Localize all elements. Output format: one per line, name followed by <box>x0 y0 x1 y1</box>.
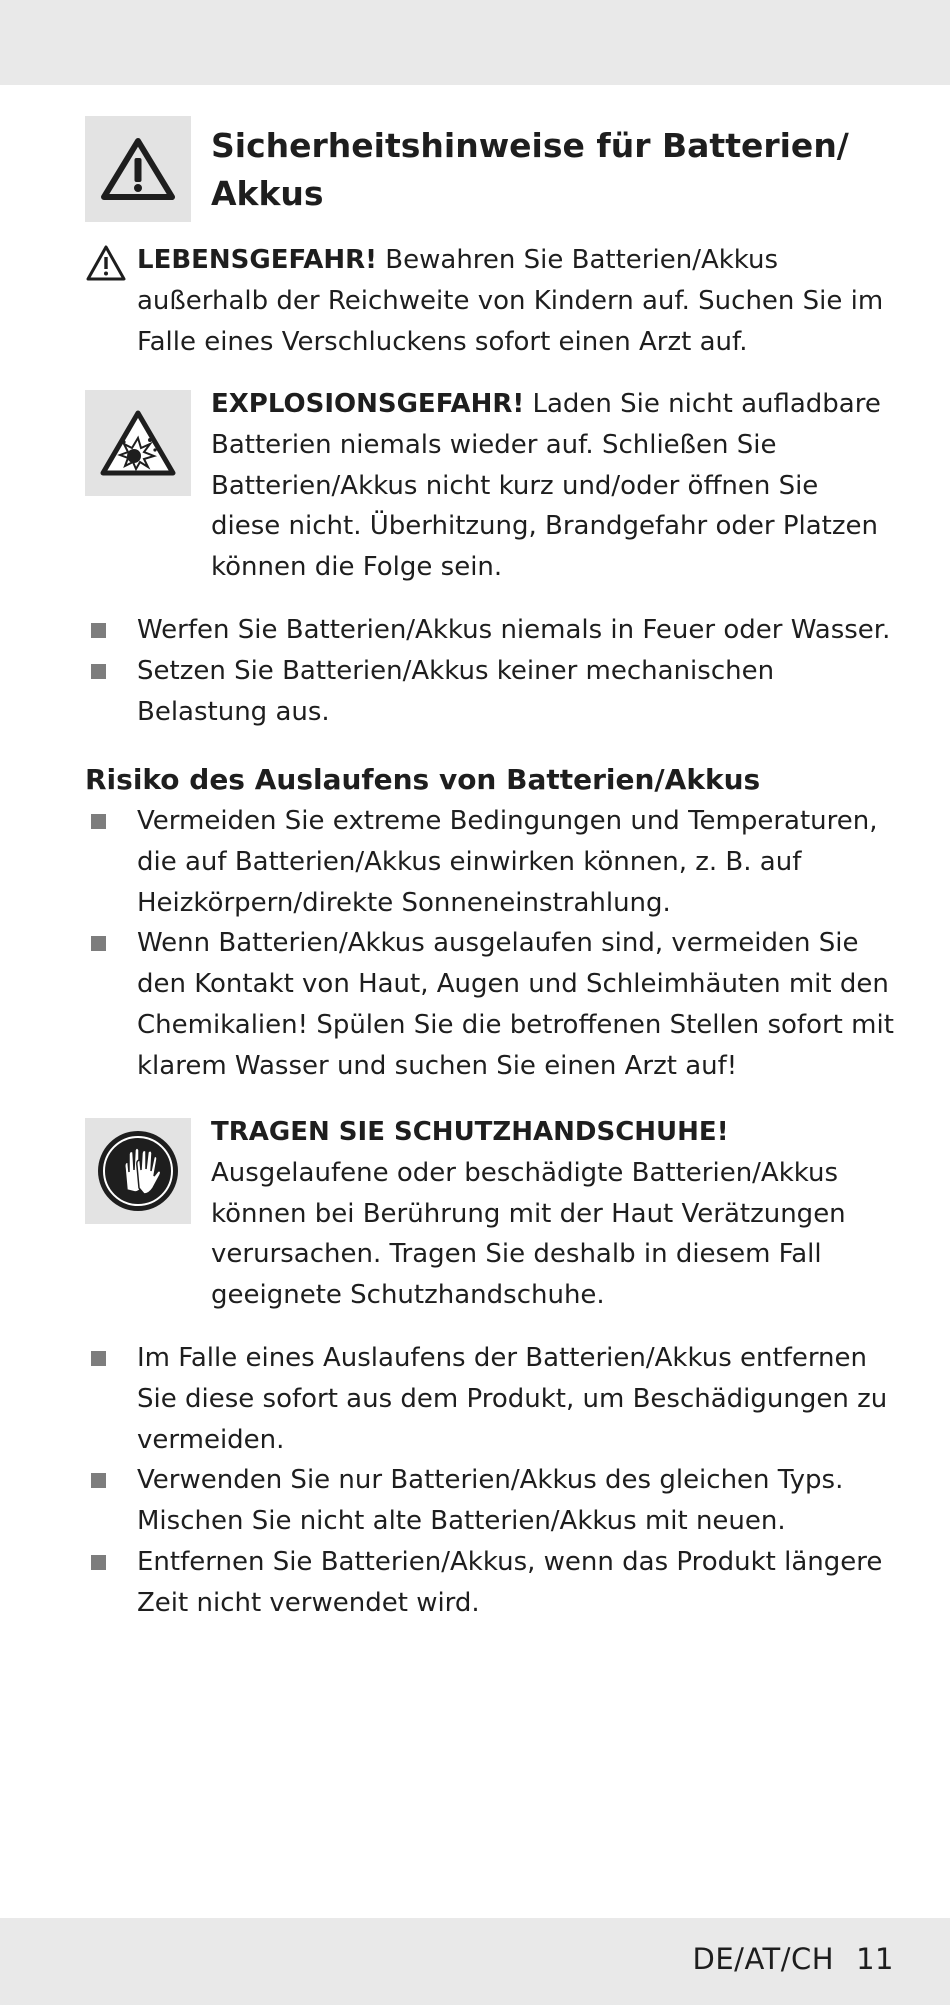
square-bullet-icon <box>91 623 106 638</box>
bullet-list-handling <box>85 1338 895 1624</box>
page-number: 11 <box>856 1942 894 1976</box>
explosion-hazard-icon <box>85 390 191 496</box>
list-item: Entfernen Sie Batterien/Akkus, wenn das Produkt längere Zeit nicht verwendet wird. <box>85 1542 895 1624</box>
square-bullet-icon <box>91 1555 106 1570</box>
list-item: Verwenden Sie nur Batterien/Akkus des gleichen Typs. Mischen Sie nicht alte Batterien/Akkus mit neuen. <box>85 1460 895 1542</box>
warning-triangle-icon <box>85 116 191 222</box>
list-item: Im Falle eines Auslaufens der Batterien/Akkus entfernen Sie diese sofort aus dem Produkt, um Beschädigungen zu vermeiden. <box>85 1338 895 1460</box>
page-footer <box>693 1942 894 1976</box>
lebensgefahr-text: Bewahren Sie Batterien/Akkus außerhalb der Reichweite von Kindern auf. Suchen Sie im Falle eines Verschluckens sofort einen Arzt auf. <box>137 245 884 357</box>
square-bullet-icon <box>91 936 106 951</box>
leak-risk-heading: Risiko des Auslaufens von Batterien/Akkus <box>85 763 761 796</box>
explosion-label: EXPLOSIONSGEFAHR! <box>211 389 525 419</box>
warning-triangle-icon <box>85 244 127 295</box>
bullet-list-leak <box>85 801 895 1087</box>
square-bullet-icon <box>91 1473 106 1488</box>
square-bullet-icon <box>91 814 106 829</box>
lebensgefahr-warning <box>85 240 885 362</box>
square-bullet-icon <box>91 664 106 679</box>
lebensgefahr-label: LEBENSGEFAHR! <box>137 245 378 275</box>
top-band <box>0 0 950 85</box>
gloves-label: TRAGEN SIE SCHUTZHANDSCHUHE! <box>211 1117 729 1147</box>
square-bullet-icon <box>91 1351 106 1366</box>
explosion-text: Laden Sie nicht aufladbare Batterien niemals wieder auf. Schließen Sie Batterien/Akkus nicht kurz und/oder öffnen Sie diese nicht. Überhitzung, Brandgefahr oder Platzen können die Folge sein. <box>211 389 881 583</box>
list-item: Vermeiden Sie extreme Bedingungen und Temperaturen, die auf Batterien/Akkus einwirken können, z. B. auf Heizkörpern/direkte Sonneneinstrahlung. <box>85 801 895 923</box>
list-item: Wenn Batterien/Akkus ausgelaufen sind, vermeiden Sie den Kontakt von Haut, Augen und Schleimhäuten mit den Chemikalien! Spülen Sie die betroffenen Stellen sofort mit klarem Wasser und suchen Sie einen Arzt auf! <box>85 923 895 1086</box>
protective-gloves-icon <box>85 1118 191 1224</box>
bullet-list-general <box>85 610 895 732</box>
section-title: Sicherheitshinweise für Batterien/ Akkus <box>211 126 849 213</box>
footer-locale: DE/AT/CH <box>692 1942 835 1976</box>
gloves-text: Ausgelaufene oder beschädigte Batterien/Akkus können bei Berührung mit der Haut Verätzungen verursachen. Tragen Sie deshalb in diesem Fall geeignete Schutzhandschuhe. <box>211 1157 846 1311</box>
list-item: Setzen Sie Batterien/Akkus keiner mechanischen Belastung aus. <box>85 651 895 733</box>
list-item: Werfen Sie Batterien/Akkus niemals in Feuer oder Wasser. <box>85 610 895 651</box>
